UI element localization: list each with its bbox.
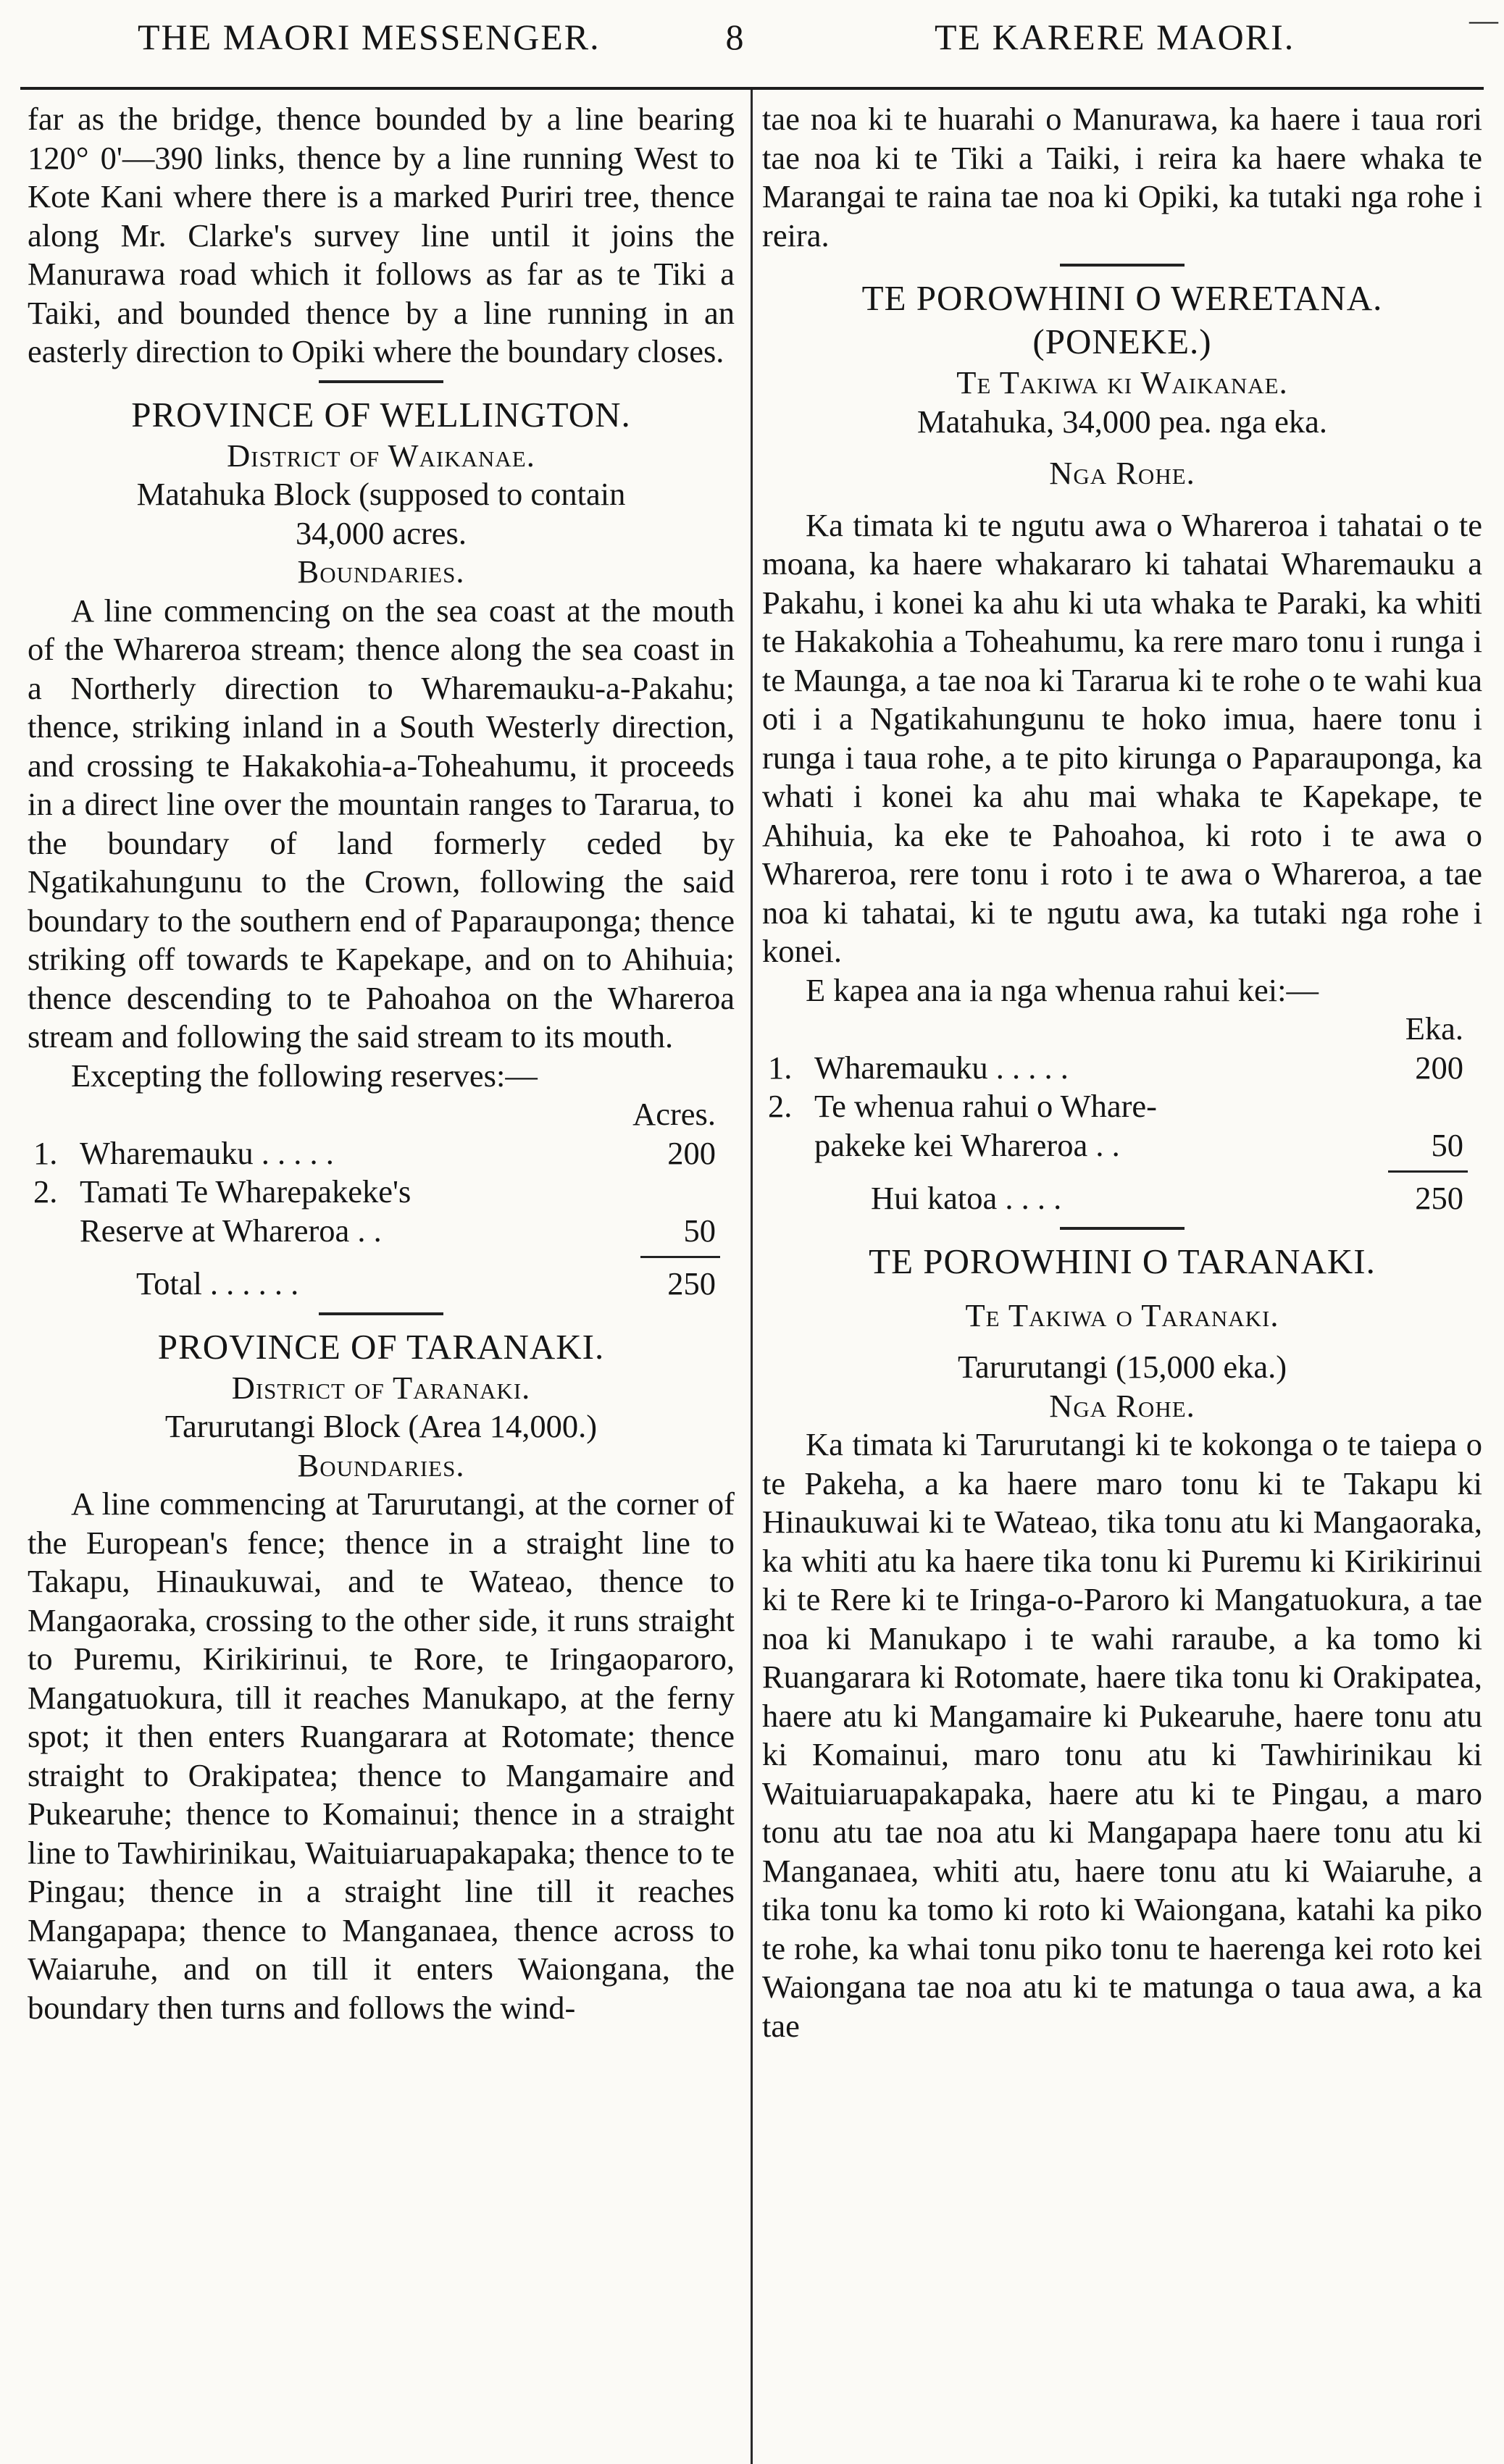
rohe-heading: Nga Rohe. <box>1049 1387 1195 1424</box>
header-mark: — <box>1469 4 1498 36</box>
block-area-matahuka: 34,000 acres. <box>295 514 467 551</box>
porowhini-heading-taranaki: TE POROWHINI O TARANAKI. <box>869 1241 1376 1281</box>
porowhini-heading-weretana: TE POROWHINI O WERETANA. <box>861 278 1383 318</box>
total-row <box>762 1179 1482 1218</box>
reserve-row <box>762 1087 1482 1126</box>
province-heading-wellington: PROVINCE OF WELLINGTON. <box>131 394 631 435</box>
reserves-unit-row <box>28 1095 735 1134</box>
porowhini-subheading-poneke: (PONEKE.) <box>1032 322 1212 361</box>
reserve-acres: 200 <box>1415 1049 1463 1086</box>
section-rule <box>1060 264 1185 267</box>
english-masthead: THE MAORI MESSENGER. <box>138 17 601 57</box>
total-label: Hui katoa . . . . <box>871 1180 1062 1216</box>
reserve-name: pakeke kei Whareroa . . <box>814 1126 1120 1163</box>
total-value: 250 <box>1415 1180 1463 1216</box>
total-value: 250 <box>667 1265 716 1302</box>
reserves-intro: Excepting the following reserves:— <box>71 1057 538 1094</box>
reserve-row <box>28 1134 735 1173</box>
boundaries-heading: Boundaries. <box>297 553 465 590</box>
section-rule <box>319 380 443 383</box>
reserve-row-continued <box>762 1126 1482 1165</box>
reserve-acres: 50 <box>683 1212 716 1249</box>
maori-masthead: TE KARERE MAORI. <box>935 17 1295 57</box>
block-title-matahuka: Matahuka Block (supposed to contain <box>136 476 626 512</box>
unit-label: Acres. <box>632 1096 716 1132</box>
english-column <box>28 100 735 2464</box>
reserves-intro: E kapea ana ia nga whenua rahui kei:— <box>806 971 1319 1008</box>
total-rule <box>762 1165 1482 1179</box>
reserve-row <box>762 1049 1482 1088</box>
reserve-number: 2. <box>768 1088 793 1124</box>
reserve-name: Te whenua rahui o Whare- <box>814 1088 1157 1124</box>
continued-paragraph: far as the bridge, thence bounded by a line bearing 120° 0'—390 links, thence by a line running West to Kote Kani where there is a marked Puriri tree, thence along Mr. Clarke's survey line until it joins the Manurawa road which it follows as far as te Tiki a Taiki, and bounded thence by a line running in an easterly direction to Opiki where the boundary closes. <box>28 101 735 369</box>
block-title-matahuka: Matahuka, 34,000 pea. nga eka. <box>917 403 1327 440</box>
reserve-row <box>28 1173 735 1212</box>
boundaries-heading: Boundaries. <box>297 1446 465 1483</box>
block-title-tarurutangi: Tarurutangi Block (Area 14,000.) <box>164 1408 598 1444</box>
page-header <box>0 0 1504 80</box>
boundary-description-wellington: A line commencing on the sea coast at the mouth of the Whareroa stream; thence along the sea coast in a Northerly direction to Wharemauku-a-Pakahu; thence, striking inland in a South Westerly direction, and crossing te Hakakohia-a-Toheahumu, it proceeds in a direct line over the mountain ranges to Tararua, to the boundary of land formerly ceded by Ngatikahungunu to the Crown, following the said boundary to the southern end of Paparauponga; thence striking off towards te Kapekape, and on to Ahihuia; thence descending to te Pahoahoa on the Whareroa stream and following the said stream to its mouth. <box>28 592 735 1055</box>
district-heading-waikanae: District of Waikanae. <box>227 437 535 474</box>
section-rule <box>319 1312 443 1315</box>
rohe-description-taranaki: Ka timata ki Tarurutangi ki te kokonga o te taiepa o te Pakeha, a ka haere maro tonu ki te Takapu ki Hinaukuwai ki te Wateao, tika tonu atu ki Mangaoraka, ka whiti atu ka haere tika tonu ki Puremu ki Kirikirinui ki te Rere ki te Iringa-o-Paroro ki Mangatuokura, a tae noa ki Manukapo i te wahi raraube, a ka tomo ki Ruangarara ki Rotomate, haere tika tonu ki Orakipatea, haere atu ki Mangamaire ki Pukearuhe, haere tonu atu ki Komainui, maro tonu atu ki Tawhirinikau ki Waituiaruapakapaka, haere atu ki te Pingau, a maro tonu atu tae noa atu ki Mangapapa haere tonu atu ki Manganaea, whiti atu, haere tonu atu ki Waiaruhe, a tika tonu ka tomo ki roto ki Waiongana, katahi ka piko te rohe, ka whai tonu piko tonu te haerenga kei roto kei Waiongana tae noa atu ki te matunga o taua awa, a ka tae <box>762 1426 1482 2044</box>
block-title-tarurutangi: Tarurutangi (15,000 eka.) <box>957 1349 1287 1385</box>
district-heading-taranaki: District of Taranaki. <box>231 1369 531 1406</box>
reserve-number: 2. <box>33 1173 58 1210</box>
reserve-row-continued <box>28 1212 735 1251</box>
maori-column <box>762 100 1482 2464</box>
reserve-number: 1. <box>33 1134 58 1171</box>
reserve-acres: 200 <box>667 1134 716 1171</box>
takiwa-heading-taranaki: Te Takiwa o Taranaki. <box>965 1296 1279 1333</box>
province-heading-taranaki: PROVINCE OF TARANAKI. <box>157 1326 605 1367</box>
reserve-name: Wharemauku . . . . . <box>814 1049 1069 1086</box>
reserve-name: Wharemauku . . . . . <box>80 1134 334 1171</box>
section-rule <box>1060 1227 1185 1230</box>
total-label: Total . . . . . . <box>136 1265 299 1302</box>
takiwa-heading-waikanae: Te Takiwa ki Waikanae. <box>956 364 1288 401</box>
page-number: 8 <box>725 17 745 57</box>
column-divider <box>751 90 753 2464</box>
total-rule <box>28 1250 735 1265</box>
reserve-name: Tamati Te Wharepakeke's <box>80 1173 411 1210</box>
total-row <box>28 1265 735 1304</box>
boundary-description-taranaki: A line commencing at Tarurutangi, at the corner of the European's fence; thence in a straight line to Takapu, Hinaukuwai, and te Wateao, thence to Mangaoraka, crossing to the other side, it runs straight to Puremu, Kirikirinui, te Rore, te Iringaoparoro, Mangatuokura, till it reaches Manukapo, at the ferny spot; it then enters Ruangarara at Rotomate; thence straight to Orakipatea; thence to Mangamaire and Pukearuhe; thence to Komainui; thence in a straight line to Tawhirinikau, Waituiaruapakapaka; thence to te Pingau; thence in a straight line till it reaches Mangapapa; thence to Manganaea, thence across to Waiaruhe, and on till it enters Waiongana, the boundary then turns and follows the wind- <box>28 1485 735 2026</box>
unit-label: Eka. <box>1405 1010 1463 1047</box>
reserve-acres: 50 <box>1431 1126 1463 1163</box>
rohe-description-weretana: Ka timata ki te ngutu awa o Whareroa i tahatai o te moana, ka haere whakararo ki tahatai Wharemauku a Pakahu, i konei ka ahu ki uta whaka te Paraki, ka whiti te Hakakohia a Toheahumu, ka rere maro tonu i runga i te Maunga, a tae noa ki Tararua ki te rohe o te wahi kua oti i a Ngatikahungunu te hoko imua, haere tonu i runga i taua rohe, a te pito kirunga o Paparauponga, ka whati i konei ka ahu mai whaka te Kapekape, te Ahihuia, ka eke te Pahoahoa, ki roto i te awa o Whareroa, rere tonu i roto i te awa o Whareroa, a tae noa ki tahatai, ki te ngutu awa, ka tutaki nga rohe i konei. <box>762 506 1482 969</box>
reserves-unit-row <box>762 1010 1482 1049</box>
rohe-heading: Nga Rohe. <box>1049 455 1195 491</box>
continued-paragraph: tae noa ki te huarahi o Manurawa, ka haere i taua rori tae noa ki te Tiki a Taiki, i reira ka haere whaka te Marangai te raina tae noa ki Opiki, ka tutaki nga rohe i reira. <box>762 101 1482 253</box>
reserve-number: 1. <box>768 1049 793 1086</box>
reserve-name: Reserve at Whareroa . . <box>80 1212 382 1249</box>
